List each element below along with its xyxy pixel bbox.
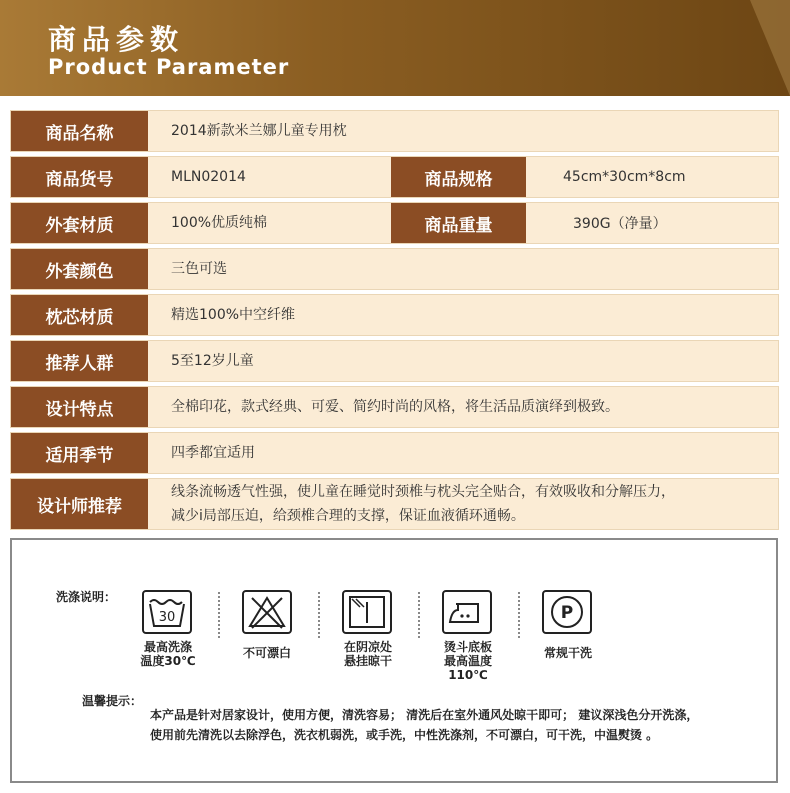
caption-line: 不可漂白 xyxy=(242,646,291,660)
param-value: 精选100%中空纤维 xyxy=(171,307,296,323)
divider xyxy=(418,592,420,638)
param-label: 商品货号 xyxy=(11,157,148,197)
param-value-line: 线条流畅透气性强，使儿童在睡觉时颈椎与枕头完全贴合，有效吸收和分解压力， xyxy=(171,484,675,500)
caption-line: 最高洗涤 xyxy=(143,640,192,654)
shade-dry-icon xyxy=(342,590,392,634)
param-value xyxy=(171,479,675,529)
param-row-name xyxy=(10,110,779,152)
param-row-audience xyxy=(10,340,779,382)
param-label: 适用季节 xyxy=(11,433,148,473)
caption-line: 烫斗底板 xyxy=(443,640,492,654)
param-value: 390G（净量） xyxy=(573,216,667,232)
caption-line: 温度30℃ xyxy=(140,654,196,668)
dry-clean-letter: P xyxy=(560,603,574,623)
param-label: 外套材质 xyxy=(11,203,148,243)
dry-clean-caption xyxy=(538,646,598,660)
caption-line: 最高温度110℃ xyxy=(443,654,492,682)
param-value: 45cm*30cm*8cm xyxy=(563,169,686,185)
tips-line: 使用前先清洗以去除浮色，洗衣机弱洗，或手洗，中性洗涤剂，不可漂白，可干洗，中温熨烫 。 xyxy=(150,728,659,742)
tips-line: 本产品是针对居家设计，使用方便，清洗容易； 清洗后在室外通风处晾干即可； 建议深浅色分开洗涤， xyxy=(150,708,699,722)
dry-clean-p-icon xyxy=(542,590,592,634)
caption-line: 悬挂晾干 xyxy=(343,654,392,668)
param-label: 商品重量 xyxy=(391,203,526,243)
header-banner xyxy=(0,0,790,96)
divider xyxy=(518,592,520,638)
param-value: 100%优质纯棉 xyxy=(171,215,268,231)
divider xyxy=(318,592,320,638)
param-value: 全棉印花，款式经典、可爱、简约时尚的风格，将生活品质演绎到极致。 xyxy=(171,399,619,415)
shade-dry-caption xyxy=(338,640,398,668)
param-value: 四季都宜适用 xyxy=(171,445,255,461)
param-value: 三色可选 xyxy=(171,261,227,277)
banner-decoration xyxy=(750,0,790,96)
param-row-core-material xyxy=(10,294,779,336)
param-value: MLN02014 xyxy=(171,169,246,185)
param-row-cover-material xyxy=(10,202,779,244)
param-value-line: 减少i局部压迫，给颈椎合理的支撑，保证血液循环通畅。 xyxy=(171,508,525,524)
param-label: 商品名称 xyxy=(11,111,148,151)
param-label: 外套颜色 xyxy=(11,249,148,289)
param-row-cover-color xyxy=(10,248,779,290)
param-label: 设计特点 xyxy=(11,387,148,427)
param-row-season xyxy=(10,432,779,474)
param-row-designer xyxy=(10,478,779,530)
caption-line: 在阴凉处 xyxy=(343,640,392,654)
param-value: 2014新款米兰娜儿童专用枕 xyxy=(171,123,347,139)
wash-temp-number: 30 xyxy=(158,610,176,625)
iron-caption xyxy=(426,640,510,682)
care-instructions-panel xyxy=(10,538,778,783)
param-value: 5至12岁儿童 xyxy=(171,353,254,369)
wash-caption xyxy=(138,640,198,668)
caption-line: 常规干洗 xyxy=(543,646,592,660)
page-title: 商品参数 xyxy=(48,23,185,56)
no-bleach-caption xyxy=(237,646,297,660)
page-subtitle: Product Parameter xyxy=(48,55,290,79)
param-label: 设计师推荐 xyxy=(11,479,148,529)
param-row-sku xyxy=(10,156,779,198)
wash-30-icon xyxy=(142,590,192,634)
iron-icon xyxy=(442,590,492,634)
param-label: 推荐人群 xyxy=(11,341,148,381)
tips-title: 温馨提示： xyxy=(82,694,143,708)
divider xyxy=(218,592,220,638)
param-label: 枕芯材质 xyxy=(11,295,148,335)
no-bleach-icon xyxy=(242,590,292,634)
param-label: 商品规格 xyxy=(391,157,526,197)
care-title: 洗涤说明： xyxy=(56,590,117,604)
param-row-design xyxy=(10,386,779,428)
